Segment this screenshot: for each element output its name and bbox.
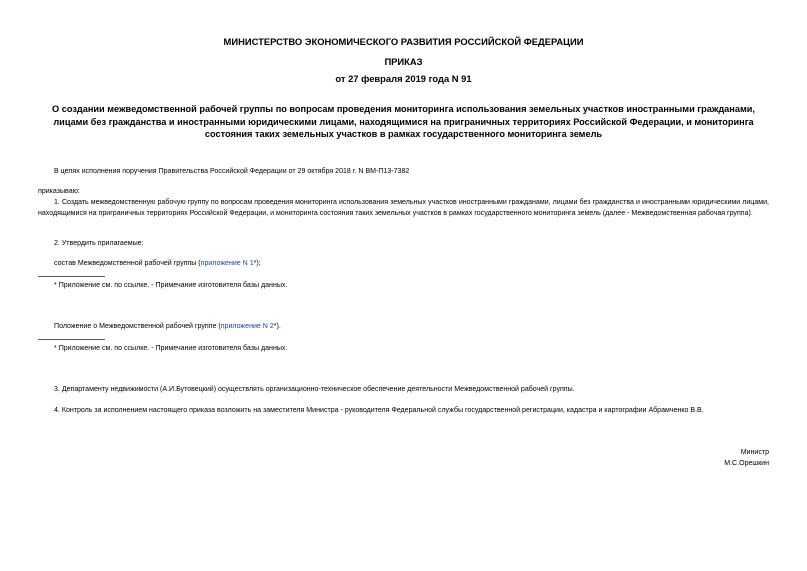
footnote-1: * Приложение см. по ссылке. - Примечание изготовителя базы данных. — [54, 282, 288, 289]
document-type-heading: ПРИКАЗ — [384, 56, 423, 67]
approve-item-1-tail: *); — [253, 260, 261, 267]
appendix-1-link[interactable]: приложение N 1 — [200, 260, 254, 267]
approve-item-1 — [54, 258, 261, 269]
document-title: О создании межведомственной рабочей группы по вопросам проведения мониторинга использования земельных участков иностранными гражданами, лицами без гражданства и иностранными юридическими лицами, находящимися на приграничных территориях Российской Федерации, и мониторинга состояния таких земельных участков в рамках государственного мониторинга земель — [52, 104, 755, 139]
appendix-2-link[interactable]: приложение N 2 — [220, 323, 274, 330]
approve-item-2-text: Положение о Межведомственной рабочей группе ( — [54, 323, 221, 330]
ministry-heading: МИНИСТЕРСТВО ЭКОНОМИЧЕСКОГО РАЗВИТИЯ РОССИЙСКОЙ ФЕДЕРАЦИИ — [223, 36, 584, 47]
item-1-paragraph: 1. Создать межведомственную рабочую группу по вопросам проведения мониторинга использования земельных участков иностранными гражданами, лицами без гражданства и иностранными юридическими лицами, находящимися на приграничных территориях Российской Федерации, и мониторинга состояния таких земельных участков в рамках государственного мониторинга земель (далее - Межведомственная рабочая группа). — [38, 199, 769, 218]
item-2-paragraph: 2. Утвердить прилагаемые: — [54, 240, 144, 247]
order-word: приказываю: — [38, 188, 80, 195]
footnote-2: * Приложение см. по ссылке. - Примечание изготовителя базы данных. — [54, 345, 288, 352]
approve-item-2-tail: *). — [273, 323, 281, 330]
item-4-paragraph: 4. Контроль за исполнением настоящего приказа возложить на заместителя Министра - руководителя Федеральной службы государственной регистрации, кадастра и картографии Абрамченко В.В. — [54, 407, 704, 414]
date-number-heading: от 27 февраля 2019 года N 91 — [335, 73, 472, 84]
footnote-separator-1 — [38, 276, 105, 277]
signature-position: Министр — [740, 449, 769, 456]
document-page — [38, 0, 769, 571]
footnote-separator-2 — [38, 339, 105, 340]
signature-name: М.С.Орешкин — [724, 460, 769, 467]
approve-item-1-text: состав Межведомственной рабочей группы ( — [54, 260, 201, 267]
preamble-paragraph: В целях исполнения поручения Правительства Российской Федерации от 29 октября 2018 г. N ВМ-П13-7382 — [54, 168, 410, 175]
item-3-paragraph: 3. Департаменту недвижимости (А.И.Бутовецкий) осуществлять организационно-техническое обеспечение деятельности Межведомственной рабочей группы. — [54, 386, 575, 393]
approve-item-2 — [54, 321, 281, 332]
